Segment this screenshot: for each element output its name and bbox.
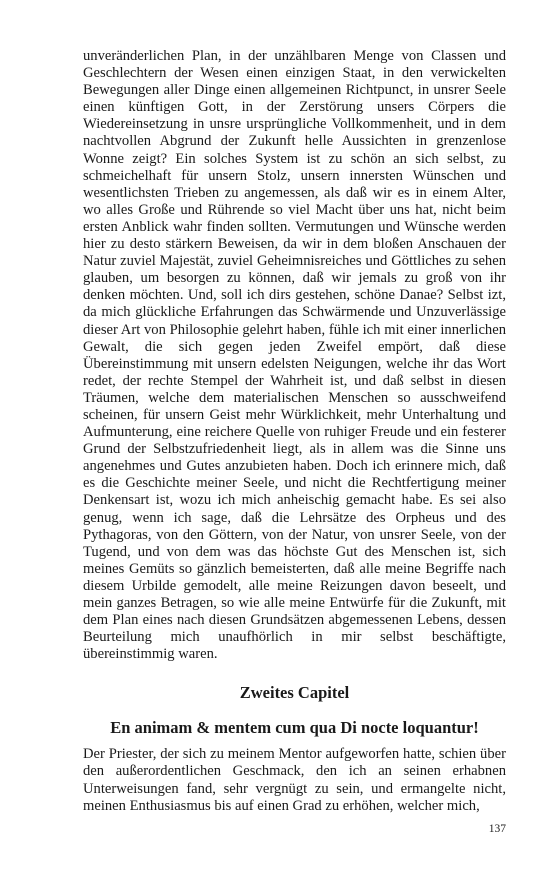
page-body xyxy=(83,48,506,815)
body-paragraph-1: unveränderlichen Plan, in der unzählbaren Menge von Classen und Geschlechtern der Wesen einen einzigen Staat, in den verwickelten Bewegungen aller Dinge einen allgemeinen Richtpunct, in unsrer Seele einen künftigen Gott, in der Zerstörung unsers Cörpers die Wiedereinsetzung in unsre ursprüngliche Vollkommenheit, und in dem nachtvollen Abgrund der Zukunft helle Aussichten in grenzenlose Wonne zeigt? Ein solches System ist zu schön an sich selbst, zu schmeichelhaft für unsern Stolz, unsern innersten Wünschen und wesentlichsten Trieben zu angemessen, als daß wir es in einem Alter, wo alles Große und Rührende so viel Macht über uns hat, nicht beim ersten Anblick wahr finden sollten. Vermutungen und Wünsche werden hier zu desto stärkern Beweisen, da wir in dem bloßen Anschauen der Natur zuviel Majestät, zuviel Geheimnisreiches und Göttliches zu sehen glauben, um besorgen zu können, daß wir jemals zu groß von ihr denken möchten. Und, soll ich dirs gestehen, schöne Danae? Selbst izt, da mich glückliche Erfahrungen das Schwärmende und Unzuverlässige dieser Art von Philosophie gelehrt haben, fühle ich mit einer innerlichen Gewalt, die sich gegen jeden Zweifel empört, daß diese Übereinstimmung mit unsern edelsten Neigungen, welche ihr das Wort redet, der rechte Stempel der Wahrheit ist, und daß selbst in diesen Träumen, welche dem materialischen Menschen so ausschweifend scheinen, für unsern Geist mehr Würklichkeit, mehr Unterhaltung und Aufmunterung, eine reichere Quelle von ruhiger Freude und ein festerer Grund der Selbstzufriedenheit liegt, als in allem was die Sinne uns angenehmes und Gutes anzubieten haben. Doch ich erinnere mich, daß es die Geschichte meiner Seele, und nicht die Rechtfertigung meiner Denkensart ist, wozu ich mich anheischig gemacht habe. Es sei also genug, wenn ich sage, daß die Lehrsätze des Orpheus und des Pythagoras, von den Göttern, von der Natur, von unsrer Seele, von der Tugend, und von dem was das höchste Gut des Menschen ist, sich meines Gemüts so gänzlich bemeisterten, daß alle meine Begriffe nach diesem Urbilde gemodelt, alle meine Reizungen davon beseelt, und mein ganzes Betragen, so wie alle meine Entwürfe für die Zukunft, mit dem Plan eines nach diesen Grundsätzen abgemessenen Lebens, dessen Beurteilung mich unaufhörlich in mir selbst beschäftigte, übereinstimmig waren. xyxy=(83,48,506,663)
page-number: 137 xyxy=(488,823,506,835)
chapter-subtitle: En animam & mentem cum qua Di nocte loquantur! xyxy=(110,718,479,738)
body-paragraph-2: Der Priester, der sich zu meinem Mentor aufgeworfen hatte, schien über den außerordentlichen Geschmack, den ich an seinen erhabnen Unterweisungen fand, sehr vergnügt zu sein, und ermangelte nicht, meinen Enthusiasmus bis auf einen Grad zu erhöhen, welcher mich, xyxy=(83,746,506,814)
chapter-title: Zweites Capitel xyxy=(239,683,350,703)
